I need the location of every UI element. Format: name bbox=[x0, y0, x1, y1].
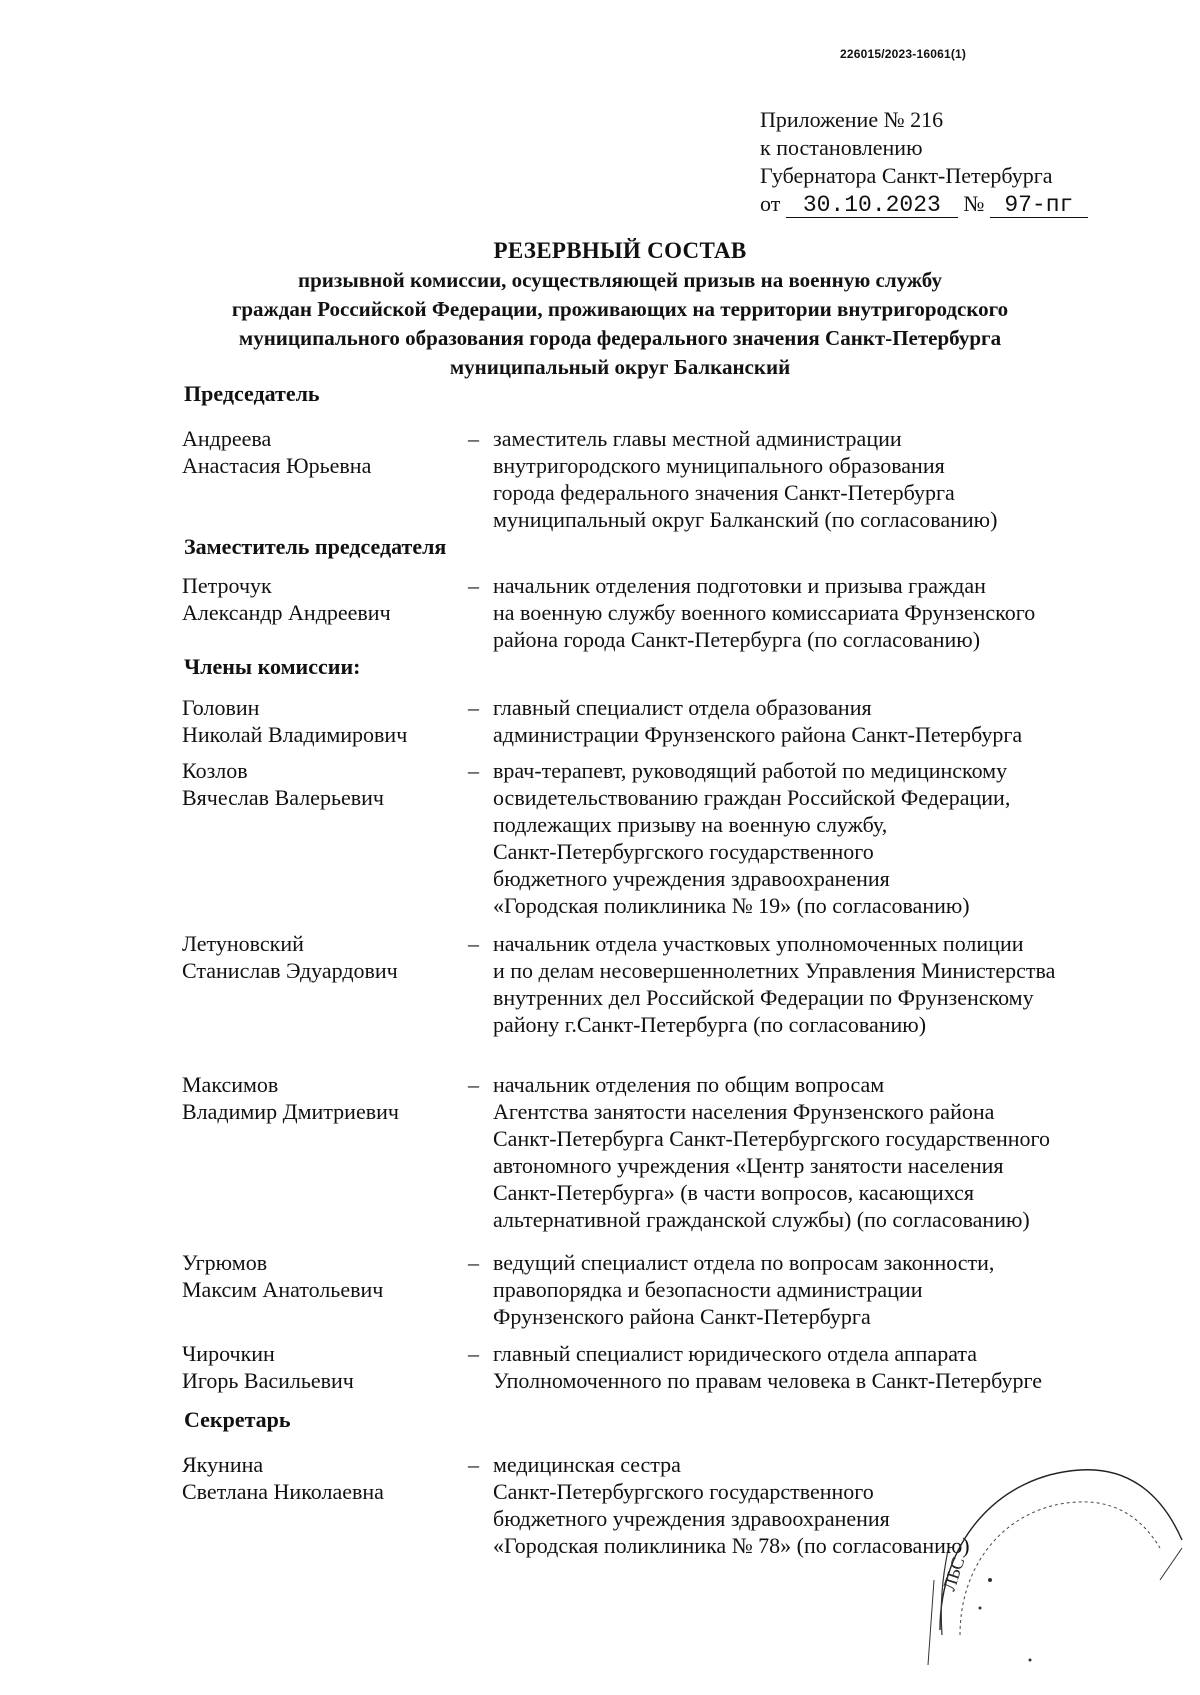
position-line: Санкт-Петербурга Санкт-Петербургского государственного bbox=[493, 1126, 1050, 1151]
member-name bbox=[182, 1249, 472, 1303]
member-surname: Козлов bbox=[182, 758, 248, 783]
position-line: района города Санкт-Петербурга (по согласованию) bbox=[493, 627, 981, 652]
dash-separator: – bbox=[468, 758, 479, 783]
position-line: внутригородского муниципального образования bbox=[493, 453, 945, 478]
appendix-issuer: Губернатора Санкт-Петербурга bbox=[760, 163, 1053, 188]
position-line: заместитель главы местной администрации bbox=[493, 426, 902, 451]
member-position bbox=[493, 694, 1153, 748]
member-surname: Чирочкин bbox=[182, 1341, 275, 1366]
number-prefix: № bbox=[963, 191, 985, 216]
position-line: Санкт-Петербургского государственного bbox=[493, 839, 874, 864]
position-line: правопорядка и безопасности администрации bbox=[493, 1277, 923, 1302]
position-line: бюджетного учреждения здравоохранения bbox=[493, 866, 890, 891]
appendix-block bbox=[760, 106, 1088, 218]
member-position bbox=[493, 1340, 1153, 1394]
appendix-reference: к постановлению bbox=[760, 135, 923, 160]
member-surname: Летуновский bbox=[182, 931, 304, 956]
dash-separator: – bbox=[468, 1250, 479, 1275]
date-prefix: от bbox=[760, 191, 781, 216]
member-surname: Максимов bbox=[182, 1072, 279, 1097]
position-line: внутренних дел Российской Федерации по Фрунзенскому bbox=[493, 985, 1034, 1010]
position-line: начальник отделения подготовки и призыва граждан bbox=[493, 573, 986, 598]
member-surname: Андреева bbox=[182, 426, 272, 451]
member-name bbox=[182, 757, 472, 811]
position-line: Санкт-Петербургского государственного bbox=[493, 1479, 874, 1504]
decree-number: 97-пг bbox=[990, 193, 1088, 218]
dash-separator: – bbox=[468, 695, 479, 720]
position-line: «Городская поликлиника № 19» (по согласованию) bbox=[493, 893, 970, 918]
document-title: РЕЗЕРВНЫЙ СОСТАВ bbox=[493, 238, 747, 263]
position-line: муниципальный округ Балканский (по согласованию) bbox=[493, 507, 998, 532]
position-line: Санкт-Петербурга» (в части вопросов, касающихся bbox=[493, 1180, 974, 1205]
position-line: города федерального значения Санкт-Петербурга bbox=[493, 480, 955, 505]
member-name bbox=[182, 1071, 472, 1125]
position-line: «Городская поликлиника № 78» (по согласованию) bbox=[493, 1533, 970, 1558]
seal-stamp-icon bbox=[920, 1430, 1190, 1680]
position-line: району г.Санкт-Петербурга (по согласованию) bbox=[493, 1012, 927, 1037]
position-line: Агентства занятости населения Фрунзенского района bbox=[493, 1099, 995, 1124]
member-given-name: Максим Анатольевич bbox=[182, 1277, 384, 1302]
member-surname: Головин bbox=[182, 695, 260, 720]
member-given-name: Николай Владимирович bbox=[182, 722, 408, 747]
dash-separator: – bbox=[468, 1341, 479, 1366]
member-given-name: Игорь Васильевич bbox=[182, 1368, 354, 1393]
position-line: начальник отделения по общим вопросам bbox=[493, 1072, 885, 1097]
position-line: подлежащих призыву на военную службу, bbox=[493, 812, 888, 837]
member-position bbox=[493, 757, 1153, 919]
member-name bbox=[182, 930, 472, 984]
member-name bbox=[182, 425, 472, 479]
position-line: начальник отдела участковых уполномоченных полиции bbox=[493, 931, 1024, 956]
member-position bbox=[493, 572, 1153, 653]
member-given-name: Александр Андреевич bbox=[182, 600, 391, 625]
stamp-text: ЛЬС bbox=[938, 1554, 969, 1594]
member-given-name: Станислав Эдуардович bbox=[182, 958, 398, 983]
decree-date: 30.10.2023 bbox=[786, 193, 958, 218]
member-surname: Петрочук bbox=[182, 573, 272, 598]
member-name bbox=[182, 694, 472, 748]
position-line: альтернативной гражданской службы) (по согласованию) bbox=[493, 1207, 1030, 1232]
title-line: муниципального образования города федерального значения Санкт-Петербурга bbox=[238, 326, 1002, 350]
position-line: главный специалист отдела образования bbox=[493, 695, 872, 720]
position-line: освидетельствованию граждан Российской Федерации, bbox=[493, 785, 1011, 810]
member-given-name: Владимир Дмитриевич bbox=[182, 1099, 399, 1124]
member-position bbox=[493, 930, 1153, 1038]
member-surname: Угрюмов bbox=[182, 1250, 268, 1275]
position-line: на военную службу военного комиссариата Фрунзенского bbox=[493, 600, 1036, 625]
title-line: граждан Российской Федерации, проживающих на территории внутригородского bbox=[231, 297, 1009, 321]
member-given-name: Вячеслав Валерьевич bbox=[182, 785, 384, 810]
document-id: 226015/2023-16061(1) bbox=[840, 47, 967, 61]
section-members: Члены комиссии: bbox=[184, 654, 361, 679]
title-line: призывной комиссии, осуществляющей призыв на военную службу bbox=[298, 268, 942, 292]
member-position bbox=[493, 1249, 1153, 1330]
title-line: муниципальный округ Балканский bbox=[449, 355, 791, 379]
member-name bbox=[182, 572, 472, 626]
member-given-name: Светлана Николаевна bbox=[182, 1479, 384, 1504]
position-line: бюджетного учреждения здравоохранения bbox=[493, 1506, 890, 1531]
dash-separator: – bbox=[468, 573, 479, 598]
dash-separator: – bbox=[468, 931, 479, 956]
member-name bbox=[182, 1340, 472, 1394]
position-line: Фрунзенского района Санкт-Петербурга bbox=[493, 1304, 871, 1329]
position-line: главный специалист юридического отдела аппарата bbox=[493, 1341, 978, 1366]
position-line: и по делам несовершеннолетних Управления Министерства bbox=[493, 958, 1056, 983]
position-line: Уполномоченного по правам человека в Санкт-Петербурге bbox=[493, 1368, 1043, 1393]
dash-separator: – bbox=[468, 1072, 479, 1097]
position-line: администрации Фрунзенского района Санкт-Петербурга bbox=[493, 722, 1023, 747]
section-secretary: Секретарь bbox=[184, 1407, 291, 1432]
section-chairman: Председатель bbox=[184, 381, 320, 406]
position-line: врач-терапевт, руководящий работой по медицинскому bbox=[493, 758, 1008, 783]
dash-separator: – bbox=[468, 426, 479, 451]
appendix-title: Приложение № 216 bbox=[760, 107, 944, 132]
position-line: медицинская сестра bbox=[493, 1452, 681, 1477]
member-given-name: Анастасия Юрьевна bbox=[182, 453, 372, 478]
member-position bbox=[493, 1071, 1153, 1233]
section-deputy: Заместитель председателя bbox=[184, 534, 447, 559]
dash-separator: – bbox=[468, 1452, 479, 1477]
member-position bbox=[493, 425, 1153, 533]
member-surname: Якунина bbox=[182, 1452, 264, 1477]
position-line: ведущий специалист отдела по вопросам законности, bbox=[493, 1250, 995, 1275]
document-title-block bbox=[180, 236, 1060, 382]
appendix-date-line bbox=[760, 190, 1088, 218]
position-line: автономного учреждения «Центр занятости населения bbox=[493, 1153, 1004, 1178]
member-name bbox=[182, 1451, 472, 1505]
